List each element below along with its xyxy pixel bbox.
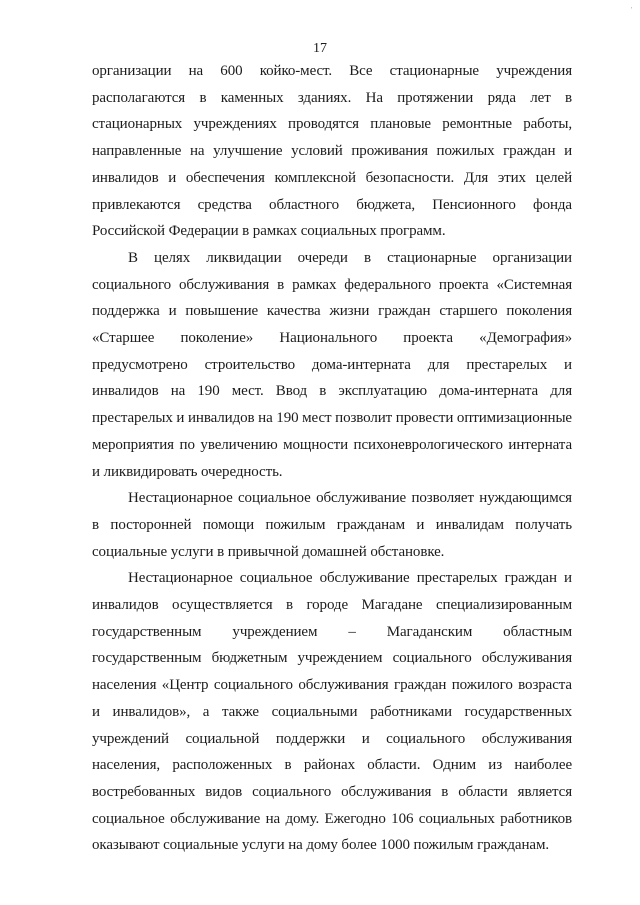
corner-mark: ' [630, 6, 632, 14]
page-number: 17 [313, 41, 327, 56]
paragraph-3: Нестационарное социальное обслуживание позволяет нуждающимся в посторонней помощи пожилым гражданам и инвалидам получать социальные услуги в привычной домашней обстановке. [92, 490, 572, 560]
paragraph-4: Нестационарное социальное обслуживание престарелых граждан и инвалидов осуществляется в городе Магадане специализированным государственным учреждением – Магаданским областным государственным бюджетным учреждением социального обслуживания населения «Центр социального обслуживания граждан пожилого возраста и инвалидов», а также социальными работниками государственных учреждений социальной поддержки и социального обслуживания населения, расположенных в районах области. Одним из наиболее востребованных видов социального обслуживания в области является социальное обслуживание на дому. Ежегодно 106 социальных работников оказывают социальные услуги на дому более 1000 пожилым гражданам. [92, 570, 572, 854]
body-text [92, 58, 572, 859]
paragraph-1: организации на 600 койко-мест. Все стационарные учреждения располагаются в каменных зданиях. На протяжении ряда лет в стационарных учреждениях проводятся плановые ремонтные работы, направленные на улучшение условий проживания пожилых граждан и инвалидов и обеспечения комплексной безопасности. Для этих целей привлекаются средства областного бюджета, Пенсионного фонда Российской Федерации в рамках социальных программ. [92, 63, 572, 240]
paragraph-2: В целях ликвидации очереди в стационарные организации социального обслуживания в рамках федерального проекта «Системная поддержка и повышение качества жизни граждан старшего поколения «Старшее поколение» Национального проекта «Демография» предусмотрено строительство дома-интерната для престарелых и инвалидов на 190 мест. Ввод в эксплуатацию дома-интерната для престарелых и инвалидов на 190 мест позволит провести оптимизационные мероприятия по увеличению мощности психоневрологического интерната и ликвидировать очередность. [92, 249, 572, 480]
